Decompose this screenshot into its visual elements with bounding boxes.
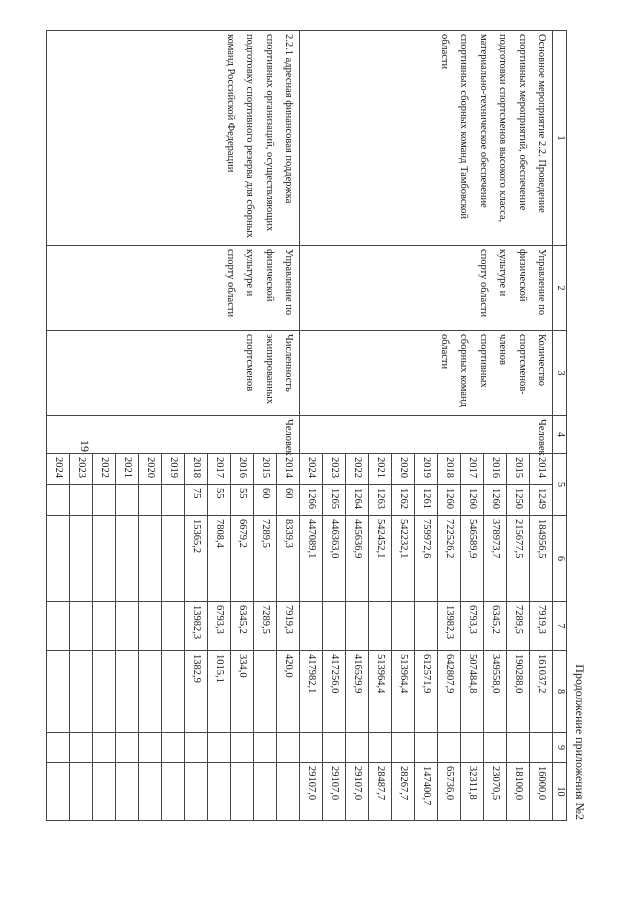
value-cell-c9 — [93, 733, 116, 763]
activity-name-cell: 2.2.1 адресная финансовая поддержка спортивных организаций, осуществляющих подготовку спортивного резерва для сборных команд Российской Федерации — [47, 31, 300, 246]
year-cell: 2018 — [438, 454, 461, 485]
year-cell: 2024 — [47, 454, 70, 485]
value-cell-c5: 1262 — [392, 485, 415, 516]
header-cell-2: 2 — [553, 246, 567, 331]
value-cell-c8 — [47, 651, 70, 733]
value-cell-c5: 1260 — [438, 485, 461, 516]
value-cell-c9 — [392, 733, 415, 763]
value-cell-c7 — [70, 602, 93, 651]
value-cell-c5: 1250 — [507, 485, 530, 516]
value-cell-c8: 513964,4 — [392, 651, 415, 733]
value-cell-c6: 542452,1 — [369, 516, 392, 602]
value-cell-c6: 184956,5 — [530, 516, 553, 602]
value-cell-c10 — [277, 763, 300, 821]
value-cell-c10: 147400,7 — [415, 763, 438, 821]
header-cell-4: 4 — [553, 416, 567, 454]
value-cell-c8: 417256,0 — [323, 651, 346, 733]
program-table — [46, 30, 567, 821]
value-cell-c5: 1261 — [415, 485, 438, 516]
value-cell-c6: 446363,0 — [323, 516, 346, 602]
value-cell-c7 — [116, 602, 139, 651]
value-cell-c5: 60 — [277, 485, 300, 516]
table-row — [277, 31, 300, 821]
value-cell-c8 — [162, 651, 185, 733]
year-cell: 2016 — [231, 454, 254, 485]
value-cell-c8: 642807,9 — [438, 651, 461, 733]
value-cell-c5 — [47, 485, 70, 516]
year-cell: 2016 — [484, 454, 507, 485]
value-cell-c6 — [70, 516, 93, 602]
indicator-cell: Численность экипированных спортсменов — [47, 331, 300, 416]
indicator-cell: Количество спортсменов-членов спортивных сборных команд области — [300, 331, 553, 416]
year-cell: 2020 — [392, 454, 415, 485]
value-cell-c5: 1260 — [461, 485, 484, 516]
value-cell-c10: 23070,5 — [484, 763, 507, 821]
value-cell-c6: 7289,5 — [254, 516, 277, 602]
value-cell-c5: 1260 — [484, 485, 507, 516]
value-cell-c6: 7808,4 — [208, 516, 231, 602]
value-cell-c8 — [139, 651, 162, 733]
value-cell-c9 — [185, 733, 208, 763]
year-cell: 2020 — [139, 454, 162, 485]
value-cell-c6 — [162, 516, 185, 602]
value-cell-c5: 1266 — [300, 485, 323, 516]
value-cell-c8 — [70, 651, 93, 733]
value-cell-c7 — [415, 602, 438, 651]
value-cell-c5: 55 — [208, 485, 231, 516]
value-cell-c9 — [323, 733, 346, 763]
value-cell-c10 — [47, 763, 70, 821]
value-cell-c6: 378973,7 — [484, 516, 507, 602]
value-cell-c6 — [139, 516, 162, 602]
year-cell: 2014 — [530, 454, 553, 485]
value-cell-c9 — [139, 733, 162, 763]
year-cell: 2015 — [254, 454, 277, 485]
value-cell-c10 — [116, 763, 139, 821]
value-cell-c9 — [116, 733, 139, 763]
value-cell-c6: 445636,9 — [346, 516, 369, 602]
value-cell-c6 — [47, 516, 70, 602]
value-cell-c5: 1265 — [323, 485, 346, 516]
value-cell-c6: 6679,2 — [231, 516, 254, 602]
value-cell-c7 — [369, 602, 392, 651]
value-cell-c5: 60 — [254, 485, 277, 516]
header-row — [553, 31, 567, 821]
value-cell-c10: 28487,7 — [369, 763, 392, 821]
value-cell-c10: 29107,0 — [346, 763, 369, 821]
header-cell-6: 6 — [553, 516, 567, 602]
value-cell-c8: 417982,1 — [300, 651, 323, 733]
value-cell-c9 — [461, 733, 484, 763]
year-cell: 2022 — [346, 454, 369, 485]
value-cell-c8: 349558,0 — [484, 651, 507, 733]
value-cell-c9 — [507, 733, 530, 763]
value-cell-c8: 416529,9 — [346, 651, 369, 733]
value-cell-c8: 420,0 — [277, 651, 300, 733]
value-cell-c6: 215677,5 — [507, 516, 530, 602]
value-cell-c7: 13982,3 — [185, 602, 208, 651]
value-cell-c10 — [231, 763, 254, 821]
value-cell-c6: 722526,2 — [438, 516, 461, 602]
value-cell-c7 — [323, 602, 346, 651]
value-cell-c9 — [300, 733, 323, 763]
value-cell-c7: 6793,3 — [461, 602, 484, 651]
value-cell-c9 — [346, 733, 369, 763]
value-cell-c6: 542232,1 — [392, 516, 415, 602]
year-cell: 2021 — [369, 454, 392, 485]
value-cell-c9 — [70, 733, 93, 763]
value-cell-c10 — [208, 763, 231, 821]
value-cell-c8: 334,0 — [231, 651, 254, 733]
value-cell-c5 — [139, 485, 162, 516]
year-cell: 2017 — [461, 454, 484, 485]
value-cell-c8: 1382,9 — [185, 651, 208, 733]
header-cell-10: 10 — [553, 763, 567, 821]
value-cell-c9 — [438, 733, 461, 763]
table-row — [530, 31, 553, 821]
year-cell: 2022 — [93, 454, 116, 485]
value-cell-c7: 13982,3 — [438, 602, 461, 651]
year-cell: 2019 — [415, 454, 438, 485]
value-cell-c7 — [47, 602, 70, 651]
year-cell: 2019 — [162, 454, 185, 485]
value-cell-c5: 1249 — [530, 485, 553, 516]
value-cell-c7 — [139, 602, 162, 651]
value-cell-c10: 29107,0 — [323, 763, 346, 821]
value-cell-c5: 75 — [185, 485, 208, 516]
value-cell-c5 — [116, 485, 139, 516]
executor-cell: Управление по физической культуре и спорту области — [300, 246, 553, 331]
year-cell: 2023 — [70, 454, 93, 485]
appendix-caption: Продолжение приложения №2 — [573, 664, 587, 820]
value-cell-c6 — [93, 516, 116, 602]
value-cell-c8: 1015,1 — [208, 651, 231, 733]
value-cell-c9 — [47, 733, 70, 763]
value-cell-c7: 7289,5 — [254, 602, 277, 651]
value-cell-c8: 161037,2 — [530, 651, 553, 733]
year-cell: 2023 — [323, 454, 346, 485]
value-cell-c8: 513964,4 — [369, 651, 392, 733]
value-cell-c6: 759972,6 — [415, 516, 438, 602]
value-cell-c7: 7289,5 — [507, 602, 530, 651]
header-cell-8: 8 — [553, 651, 567, 733]
value-cell-c9 — [208, 733, 231, 763]
year-cell: 2018 — [185, 454, 208, 485]
header-cell-7: 7 — [553, 602, 567, 651]
rotated-page-content — [53, 30, 587, 820]
header-cell-1: 1 — [553, 31, 567, 246]
value-cell-c9 — [530, 733, 553, 763]
value-cell-c8: 612571,9 — [415, 651, 438, 733]
value-cell-c10 — [162, 763, 185, 821]
year-cell: 2024 — [300, 454, 323, 485]
activity-name-cell: Основное мероприятие 2.2. Проведение спортивных мероприятий, обеспечение подготовки спортсменов высокого класса, материально-техническое обеспечение спортивных сборных команд Тамбовской области — [300, 31, 553, 246]
header-cell-3: 3 — [553, 331, 567, 416]
value-cell-c10 — [139, 763, 162, 821]
value-cell-c10 — [70, 763, 93, 821]
page-number: 19 — [78, 440, 92, 452]
value-cell-c9 — [484, 733, 507, 763]
year-cell: 2021 — [116, 454, 139, 485]
value-cell-c10 — [185, 763, 208, 821]
value-cell-c10: 18100,0 — [507, 763, 530, 821]
value-cell-c9 — [369, 733, 392, 763]
value-cell-c9 — [231, 733, 254, 763]
value-cell-c9 — [162, 733, 185, 763]
unit-cell: Человек — [47, 416, 300, 454]
value-cell-c8: 507484,8 — [461, 651, 484, 733]
value-cell-c7: 6345,2 — [484, 602, 507, 651]
value-cell-c7 — [300, 602, 323, 651]
executor-cell: Управление по физической культуре и спорту области — [47, 246, 300, 331]
header-cell-9: 9 — [553, 733, 567, 763]
value-cell-c5: 1264 — [346, 485, 369, 516]
value-cell-c9 — [254, 733, 277, 763]
value-cell-c7 — [346, 602, 369, 651]
value-cell-c7: 6793,3 — [208, 602, 231, 651]
value-cell-c7: 6345,2 — [231, 602, 254, 651]
value-cell-c7: 7919,3 — [530, 602, 553, 651]
value-cell-c7: 7919,3 — [277, 602, 300, 651]
value-cell-c8: 190288,0 — [507, 651, 530, 733]
value-cell-c10 — [93, 763, 116, 821]
value-cell-c10: 29107,0 — [300, 763, 323, 821]
value-cell-c6: 546589,9 — [461, 516, 484, 602]
value-cell-c7 — [392, 602, 415, 651]
value-cell-c8 — [93, 651, 116, 733]
value-cell-c5 — [70, 485, 93, 516]
value-cell-c6 — [116, 516, 139, 602]
value-cell-c7 — [162, 602, 185, 651]
value-cell-c5 — [93, 485, 116, 516]
value-cell-c5 — [162, 485, 185, 516]
value-cell-c5: 1263 — [369, 485, 392, 516]
value-cell-c8 — [116, 651, 139, 733]
value-cell-c7 — [93, 602, 116, 651]
value-cell-c6: 8339,3 — [277, 516, 300, 602]
value-cell-c9 — [415, 733, 438, 763]
value-cell-c10: 28267,7 — [392, 763, 415, 821]
unit-cell: Человек — [300, 416, 553, 454]
year-cell: 2014 — [277, 454, 300, 485]
value-cell-c10: 32311,8 — [461, 763, 484, 821]
value-cell-c6: 15365,2 — [185, 516, 208, 602]
header-cell-5: 5 — [553, 454, 567, 516]
year-cell: 2017 — [208, 454, 231, 485]
value-cell-c10: 65736,0 — [438, 763, 461, 821]
value-cell-c6: 447089,1 — [300, 516, 323, 602]
value-cell-c8 — [254, 651, 277, 733]
value-cell-c10 — [254, 763, 277, 821]
value-cell-c5: 55 — [231, 485, 254, 516]
value-cell-c10: 16000,0 — [530, 763, 553, 821]
value-cell-c9 — [277, 733, 300, 763]
year-cell: 2015 — [507, 454, 530, 485]
